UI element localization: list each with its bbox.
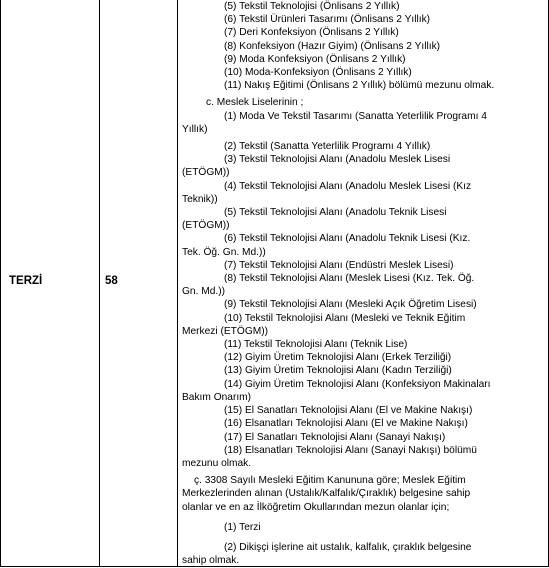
job-title-cell [1,0,100,566]
section-heading-continuation: olanlar ve en az İlköğretim Okullarından mezun olanlar için; [182,501,450,513]
list-item: (11) Tekstil Teknolojisi Alanı (Teknik Lise) [224,339,408,351]
list-item-continuation: Merkezi (ETÖGM)) [182,325,269,337]
list-item: (6) Tekstil Teknolojisi Alanı (Anadolu Teknik Lisesi (Kız. [224,233,471,245]
list-item-continuation: (ETÖGM)) [182,220,230,232]
list-item: (5) Tekstil Teknolojisi Alanı (Anadolu Teknik Lisesi [224,207,447,219]
list-item-continuation: (ETÖGM)) [182,167,230,179]
list-item: (17) El Sanatları Teknolojisi Alanı (Sanayi Nakışı) [224,431,446,443]
list-item: (9) Moda Konfeksiyon (Önlisans 2 Yıllık) [224,53,406,65]
list-item-continuation: Teknik)) [182,193,218,205]
list-item-continuation: Tek. Öğ. Gn. Md.)) [182,246,266,258]
list-item: (7) Tekstil Teknolojisi Alanı (Endüstri Meslek Lisesi) [224,259,454,271]
job-code: 58 [105,275,118,287]
list-item: (15) El Sanatları Teknolojisi Alanı (El ve Makine Nakışı) [224,405,473,417]
list-item: (9) Tekstil Teknolojisi Alanı (Mesleki Açık Öğretim Lisesi) [224,299,477,311]
list-item: (4) Tekstil Teknolojisi Alanı (Anadolu Meslek Lisesi (Kız [224,180,472,192]
list-item: (3) Tekstil Teknolojisi Alanı (Anadolu Meslek Lisesi [224,154,451,166]
list-item: (12) Giyim Üretim Teknolojisi Alanı (Erkek Terziliği) [224,352,452,364]
list-item: (2) Tekstil (Sanatta Yeterlilik Programı 4 Yıllık) [224,141,431,153]
list-item: (7) Deri Konfeksiyon (Önlisans 2 Yıllık) [224,27,399,39]
code-cell [100,0,178,566]
list-item-continuation: sahip olmak. [182,555,240,566]
list-item: (2) Dikişçi işlerine ait ustalık, kalfalık, çıraklık belgesine [224,541,472,553]
list-item: (16) Elsanatları Teknolojisi Alanı (El ve Makine Nakışı) [224,418,468,430]
list-item: (1) Terzi [224,521,261,533]
list-item: (11) Nakış Eğitimi (Önlisans 2 Yıllık) bölümü mezunu olmak. [224,80,495,92]
list-item: (5) Tekstil Teknolojisi (Önlisans 2 Yıllık) [224,1,400,12]
section-heading: ç. 3308 Sayılı Mesleki Eğitim Kanununa göre; Meslek Eğitim [194,475,466,487]
list-item-continuation: Bakım Onarım) [182,391,252,403]
list-item: (18) Elsanatları Teknolojisi Alanı (Sanayi Nakışı) bölümü [224,444,477,456]
list-item: (8) Tekstil Teknolojisi Alanı (Meslek Lisesi (Kız. Tek. Öğ. [224,273,475,285]
section-heading: c. Meslek Liselerinin ; [206,97,304,109]
list-item-continuation: Gn. Md.)) [182,286,226,298]
list-item: (14) Giyim Üretim Teknolojisi Alanı (Konfeksiyon Makinaları [224,378,491,390]
list-item: (1) Moda Ve Tekstil Tasarımı (Sanatta Yeterlilik Programı 4 [224,110,487,122]
job-title: TERZİ [9,275,43,287]
list-item: (10) Moda-Konfeksiyon (Önlisans 2 Yıllık) [224,67,412,79]
requirements-cell [178,0,548,566]
list-item: (10) Tekstil Teknolojisi Alanı (Mesleki ve Teknik Eğitim [224,312,466,324]
list-item-continuation: mezunu olmak. [182,457,252,469]
list-item: (13) Giyim Üretim Teknolojisi Alanı (Kadın Terziliği) [224,365,452,377]
list-item: (6) Tekstil Ürünleri Tasarımı (Önlisans 2 Yıllık) [224,14,431,26]
list-item-continuation: Yıllık) [182,123,208,135]
requirements-text [182,0,544,566]
list-item: (8) Konfeksiyon (Hazır Giyim) (Önlisans 2 Yıllık) [224,40,441,52]
section-heading-continuation: Merkezlerinden alınan (Ustalık/Kalfalık/Çıraklık) belgesine sahip [182,488,471,500]
